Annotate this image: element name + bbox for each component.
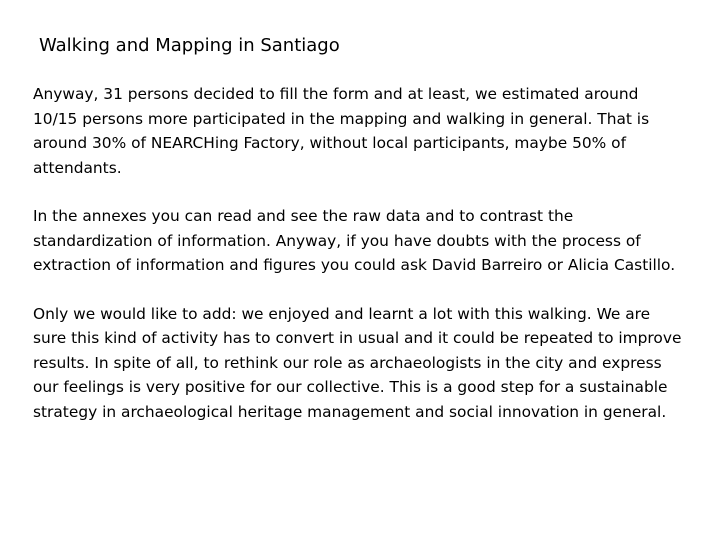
- paragraph-conclusion: Only we would like to add: we enjoyed and learnt a lot with this walking. We are sure this kind of activity has to convert in usual and it could be repeated to improve results. In spite of all, to rethink our role as archaeologists in the city and express our feelings is very positive for our collective. This is a good step for a sustainable strategy in archaeological heritage management and social innovation in general.: [33, 304, 682, 421]
- slide-title: Walking and Mapping in Santiago: [39, 35, 340, 56]
- paragraph-annexes: In the annexes you can read and see the raw data and to contrast the standardization of information. Anyway, if you have doubts with the process of extraction of information and figures you could ask David Barreiro or Alicia Castillo.: [33, 207, 676, 274]
- slide-body: [33, 82, 683, 424]
- paragraph-participation: Anyway, 31 persons decided to fill the form and at least, we estimated around 10/15 persons more participated in the mapping and walking in general. That is around 30% of NEARCHing Factory, without local participants, maybe 50% of attendants.: [33, 85, 650, 177]
